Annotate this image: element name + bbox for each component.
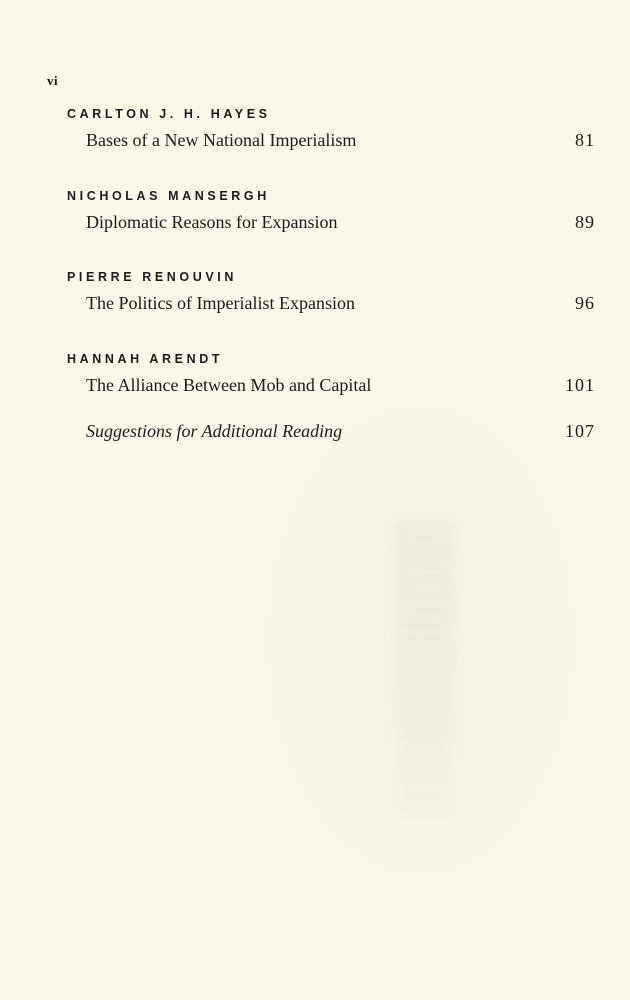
toc-entry [67, 351, 595, 397]
page-folio: vi [47, 73, 59, 88]
entry-author: CARLTON J. H. HAYES [67, 107, 271, 121]
show-through-stain [395, 520, 455, 820]
entry-title: Diplomatic Reasons for Expansion [86, 212, 338, 232]
entry-title-row [67, 373, 595, 397]
suggestions-title: Suggestions for Additional Reading [86, 421, 343, 441]
entry-page-number: 81 [575, 130, 595, 150]
entry-page-number: 89 [575, 212, 595, 232]
toc-entry [67, 188, 595, 234]
entry-title-row [67, 128, 595, 152]
entry-title: The Politics of Imperialist Expansion [86, 293, 355, 313]
entry-title-row [67, 291, 595, 315]
entry-author: HANNAH ARENDT [67, 352, 224, 366]
toc-entry [67, 269, 595, 315]
entry-page-number: 96 [575, 293, 595, 313]
entry-page-number: 101 [565, 375, 595, 395]
entry-title: The Alliance Between Mob and Capital [86, 375, 372, 395]
entry-author: PIERRE RENOUVIN [67, 270, 237, 284]
entry-title: Bases of a New National Imperialism [86, 130, 357, 150]
suggestions-page-number: 107 [565, 421, 595, 441]
entry-title-row [67, 210, 595, 234]
suggestions-title-row [67, 419, 595, 443]
entry-author: NICHOLAS MANSERGH [67, 189, 270, 203]
toc-suggestions-entry [67, 413, 595, 443]
toc-entry [67, 106, 595, 152]
